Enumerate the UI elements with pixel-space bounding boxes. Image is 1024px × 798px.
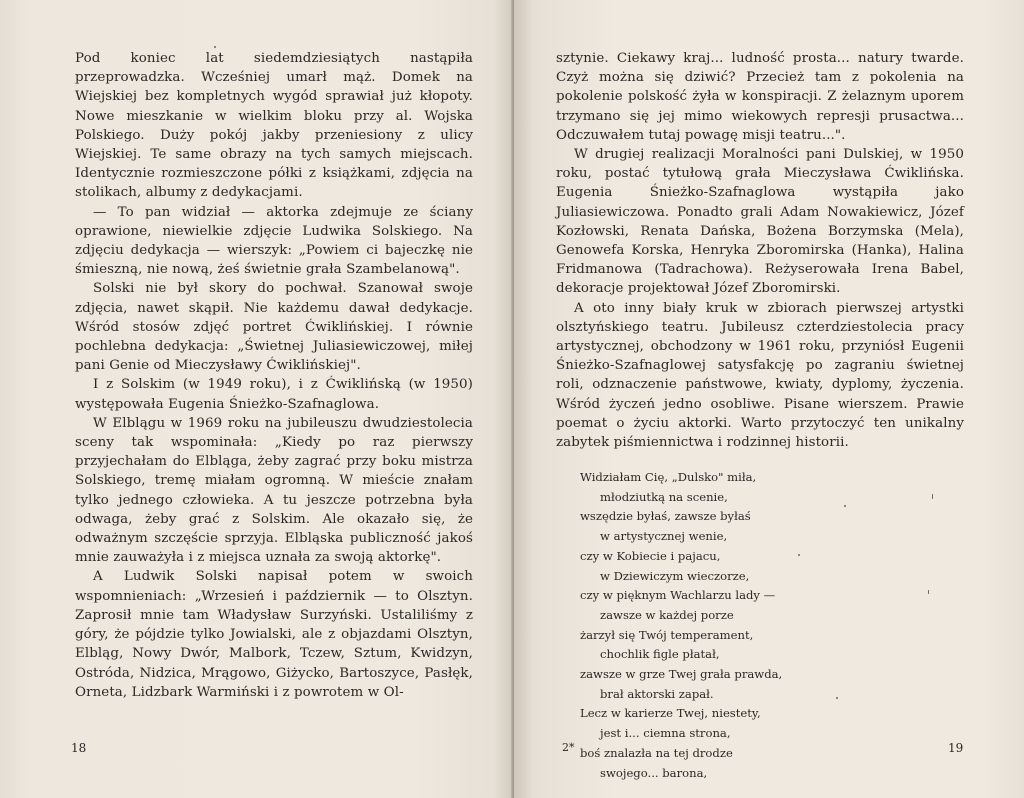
paper-speck bbox=[836, 697, 838, 699]
paper-speck bbox=[214, 46, 216, 48]
paper-speck bbox=[932, 494, 933, 499]
poem-line: swojego... barona, bbox=[600, 765, 708, 780]
poem-line: w Dziewiczym wieczorze, bbox=[600, 568, 750, 583]
poem-line: wszędzie byłaś, zawsze byłaś bbox=[580, 509, 751, 524]
paragraph: — To pan widział — aktorka zdejmuje ze ściany oprawione, niewielkie zdjęcie Ludwika Solskiego. Na zdjęciu dedykacja — wierszyk: „Powiem ci bajeczkę nie śmieszną, nie nową, żeś świetnie grała Szambelanową". bbox=[75, 204, 473, 278]
poem-line: żarzył się Twój temperament, bbox=[580, 627, 754, 642]
poem-line: czy w pięknym Wachlarzu lady — bbox=[580, 588, 776, 603]
poem-line: zawsze w grze Twej grała prawda, bbox=[580, 667, 783, 682]
paragraph: W Elblągu w 1969 roku na jubileuszu dwudziestolecia sceny tak wspominała: „Kiedy po raz pierwszy przyjechałam do Elbląga, żeby zagrać przy boku mistrza Solskiego, tremę miałam ogromną. W mieście znałam tylko jednego człowieka. A tu jeszcze potrzebna była odwaga, żeby grać z Solskim. Ale okazało się, że odważnym szczęście sprzyja. Elbląska publiczność jakoś mnie zauważyła i z miejsca uznała za swoją aktorkę". bbox=[75, 415, 473, 566]
paragraph: A Ludwik Solski napisał potem w swoich wspomnieniach: „Wrzesień i październik — to Olsztyn. Zaprosił mnie tam Władysław Surzyński. Ustaliliśmy z góry, że pójdzie tylko Jowialski, ale z objazdami Olsztyn, Elbląg, Nowy Dwór, Malbork, Tczew, Sztum, Kwidzyn, Ostróda, Nidzica, Mrągowo, Giżycko, Bartoszyce, Pasłęk, Orneta, Lidzbark Warmiński i z powrotem w Ol- bbox=[75, 569, 473, 700]
poem-line: jest i... ciemna strona, bbox=[600, 726, 731, 741]
poem-line: zawsze w każdej porze bbox=[600, 607, 734, 622]
paper-speck bbox=[844, 505, 846, 507]
poem-line: młodziutką na scenie, bbox=[600, 489, 728, 504]
left-page-text bbox=[75, 49, 473, 702]
poem-line: w artystycznej wenie, bbox=[600, 529, 728, 544]
paper-speck bbox=[798, 554, 800, 556]
poem-line: Lecz w karierze Twej, niestety, bbox=[580, 706, 761, 721]
printer-signature-mark: 2* bbox=[562, 741, 575, 754]
paper-speck bbox=[928, 590, 929, 594]
paragraph: sztynie. Ciekawy kraj... ludność prosta... natury twarde. Czyż można się dziwić? Przecież tam z pokolenia na pokolenie polskość żyła w konspiracji. Z żelaznym uporem trzymano się jej mimo wiekowych represji prusactwa... Odczuwałem tutaj powagę misji teatru...". bbox=[556, 51, 964, 143]
paragraph: W drugiej realizacji Moralności pani Dulskiej, w 1950 roku, postać tytułową grała Mieczysława Ćwiklińska. Eugenia Śnieżko-Szafnaglowa wystąpiła jako Juliasiewiczowa. Ponadto grali Adam Nowakiewicz, Józef Kozłowski, Renata Dańska, Bożena Borzymska (Mela), Genowefa Korska, Henryka Zboromirska (Hanka), Halina Fridmanowa (Tadrachowa). Reżyserowała Irena Babel, dekoracje projektował Józef Zboromirski. bbox=[556, 147, 964, 297]
poem-line: boś znalazła na tej drodze bbox=[580, 745, 733, 760]
poem-line: Widziałam Cię, „Dulsko" miła, bbox=[580, 470, 757, 484]
poem bbox=[580, 468, 782, 783]
paragraph: A oto inny biały kruk w zbiorach pierwszej artystki olsztyńskiego teatru. Jubileusz czterdziestolecia pracy artystycznej, obchodzony w 1961 roku, przyniósł Eugenii Śnieżko-Szafnaglowej satysfakcję po zagraniu świetnej roli, odznaczenie państwowe, kwiaty, dyplomy, życzenia. Wśród życzeń jedno osobliwe. Pisane wierszem. Prawie poemat o życiu aktorki. Warto przytoczyć ten unikalny zabytek piśmiennictwa i rodzinnej historii. bbox=[556, 300, 964, 451]
page-number-left: 18 bbox=[71, 741, 87, 755]
paragraph: Solski nie był skory do pochwał. Szanował swoje zdjęcia, nawet skąpił. Nie każdemu dawał dedykacje. Wśród stosów zdjęć portret Ćwiklińskiej. I równie pochlebna dedykacja: „Świetnej Juliasiewiczowej, miłej pani Genie od Mieczysławy Ćwiklińskiej". bbox=[75, 281, 473, 374]
page-number-right: 19 bbox=[948, 741, 964, 755]
paragraph: Pod koniec lat siedemdziesiątych nastąpiła przeprowadzka. Wcześniej umarł mąż. Domek na Wiejskiej bez kompletnych wygód sprawiał już kłopoty. Nowe mieszkanie w wielkim bloku przy al. Wojska Polskiego. Duży pokój jakby przeniesiony z ulicy Wiejskiej. Te same obrazy na tych samych miejscach. Identycznie rozmieszczone półki z książkami, zdjęcia na stolikach, albumy z dedykacjami. bbox=[75, 51, 473, 201]
right-page-text bbox=[556, 49, 964, 452]
poem-line: chochlik figle płatał, bbox=[600, 647, 720, 662]
paragraph: I z Solskim (w 1949 roku), i z Ćwiklińską (w 1950) występowała Eugenia Śnieżko-Szafnaglowa. bbox=[75, 377, 473, 412]
poem-line: brał aktorski zapał. bbox=[600, 686, 714, 701]
poem-line: czy w Kobiecie i pajacu, bbox=[580, 548, 721, 563]
right-page bbox=[514, 0, 1024, 798]
